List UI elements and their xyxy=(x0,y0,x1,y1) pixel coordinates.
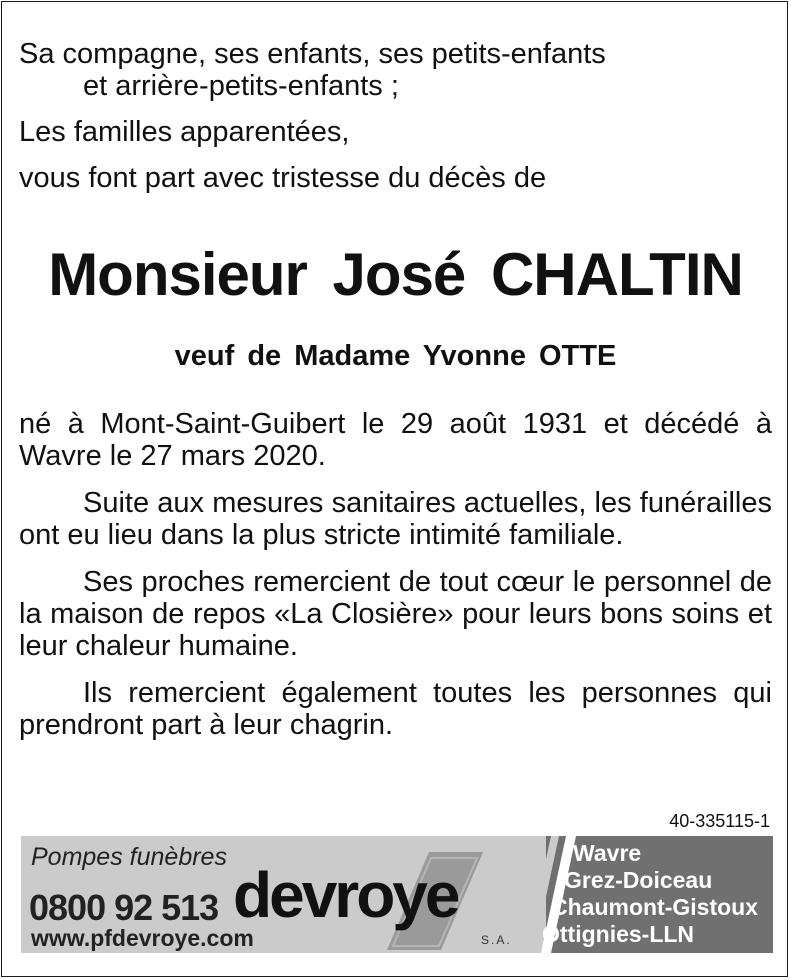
intro-line-great-grandchildren: et arrière-petits-enfants ; xyxy=(83,70,399,102)
birth-death-paragraph: né à Mont-Saint-Guibert le 29 août 1931 et décédé à Wavre le 27 mars 2020. xyxy=(19,408,772,472)
intro-block xyxy=(19,38,779,194)
town-wavre: Wavre xyxy=(573,840,642,866)
funeral-home-towns xyxy=(21,836,773,953)
reference-number: 40-335115-1 xyxy=(669,811,770,831)
funeral-home-label: Pompes funèbres xyxy=(31,843,227,871)
town-ottignies-lln: Ottignies-LLN xyxy=(542,921,695,947)
funeral-home-banner xyxy=(21,836,773,953)
intro-line-announcement: vous font part avec tristesse du décès de xyxy=(19,162,547,194)
widow-of-line: veuf de Madame Yvonne OTTE xyxy=(174,340,617,372)
funeral-home-legal-form: S.A. xyxy=(481,933,512,947)
funeral-paragraph: Suite aux mesures sanitaires actuelles, les funérailles ont eu lieu dans la plus stricte intimité familiale. xyxy=(19,487,772,551)
town-grez-doiceau: Grez-Doiceau xyxy=(564,867,713,893)
funeral-home-brand: devroye xyxy=(233,859,458,931)
funeral-home-phone: 0800 92 513 xyxy=(29,887,219,928)
town-chaumont-gistoux: Chaumont-Gistoux xyxy=(551,894,758,920)
thanks-all-paragraph: Ils remercient également toutes les personnes qui prendront part à leur chagrin. xyxy=(19,677,772,741)
deceased-name: Monsieur José CHALTIN xyxy=(48,241,743,308)
intro-line-family: Sa compagne, ses enfants, ses petits-enfants xyxy=(19,38,606,70)
thanks-paragraph: Ses proches remercient de tout cœur le personnel de la maison de repos «La Closière» pour leurs bons soins et leur chaleur humaine. xyxy=(19,566,772,662)
notice-body xyxy=(19,408,772,741)
intro-line-relatives: Les familles apparentées, xyxy=(19,116,350,148)
funeral-home-website: www.pfdevroye.com xyxy=(31,925,254,951)
